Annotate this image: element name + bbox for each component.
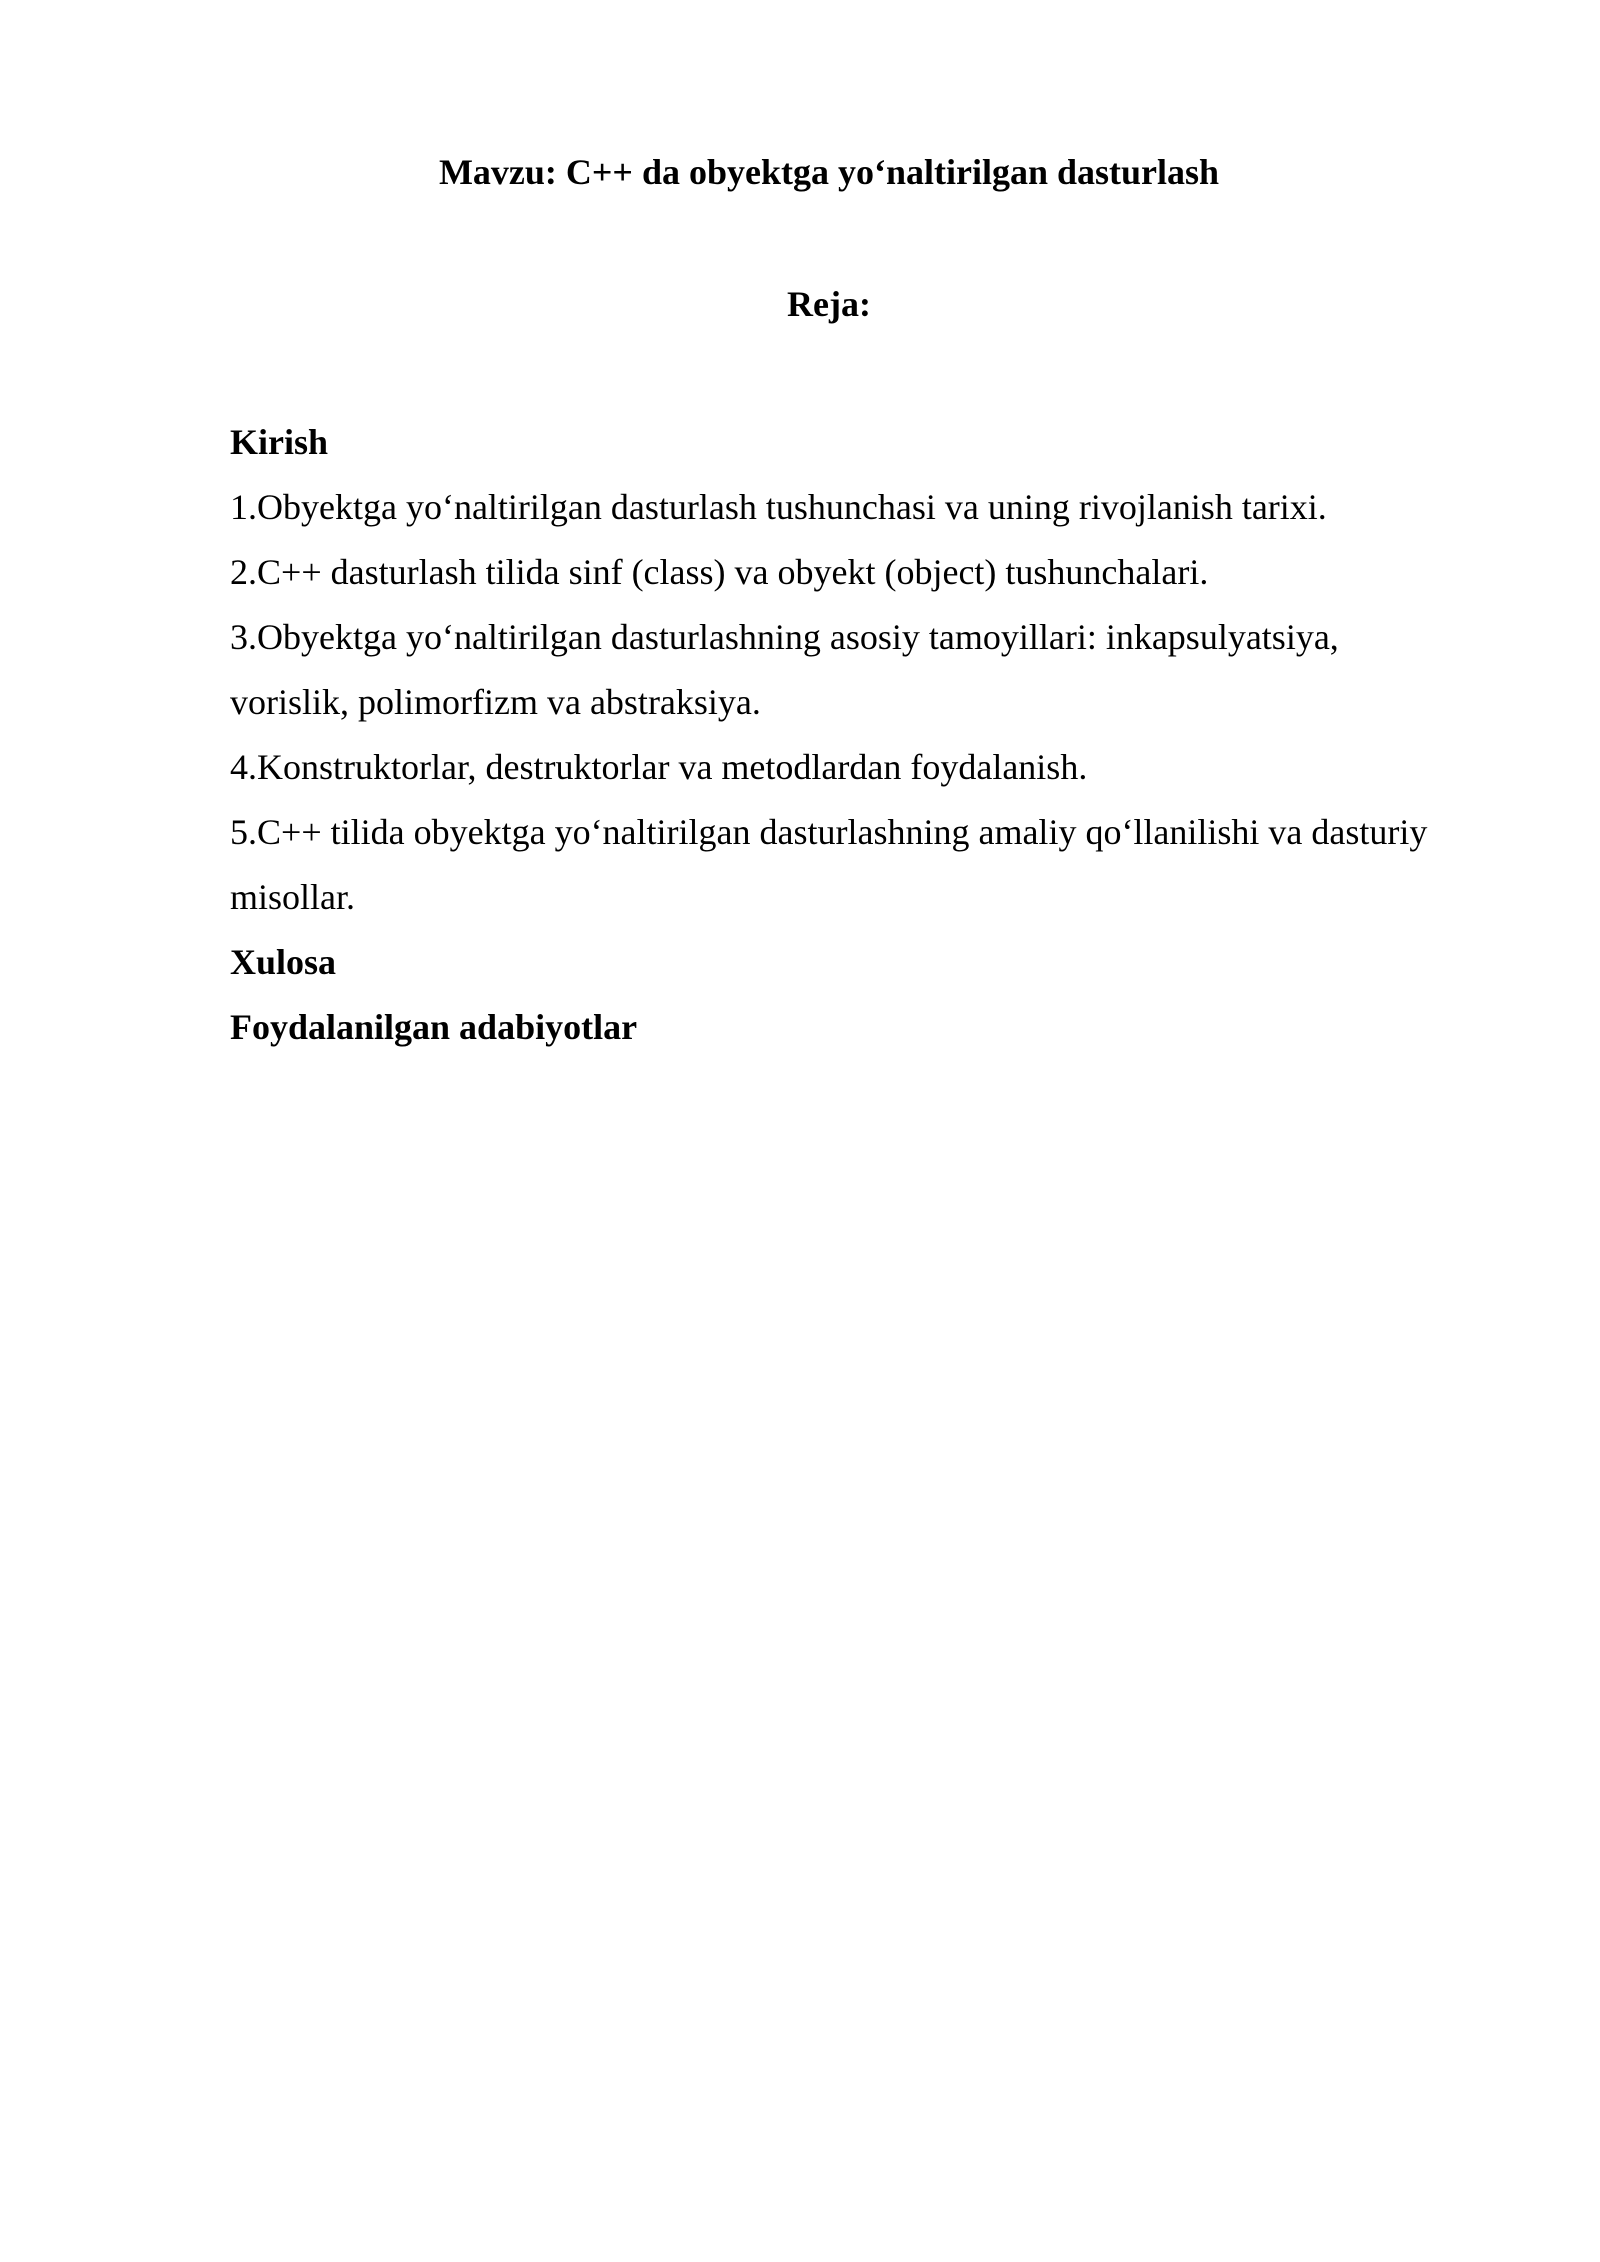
plan-item-5-continuation: misollar. [230, 877, 355, 917]
plan-item-3: 3.Obyektga yo‘naltirilgan dasturlashning asosiy tamoyillari: inkapsulyatsiya, [230, 617, 1339, 657]
plan-item-2: 2.C++ dasturlash tilida sinf (class) va obyekt (object) tushunchalari. [230, 552, 1209, 592]
intro-heading: Kirish [230, 422, 329, 462]
plan-item-3-continuation: vorislik, polimorfizm va abstraksiya. [230, 682, 761, 722]
conclusion-heading: Xulosa [230, 942, 337, 982]
plan-item-5: 5.C++ tilida obyektga yo‘naltirilgan dasturlashning amaliy qo‘llanilishi va dasturiy [230, 812, 1428, 852]
page-title [0, 148, 1600, 196]
plan-heading [0, 280, 1600, 328]
plan-heading-text: Reja: [787, 284, 871, 324]
plan-item-1: 1.Obyektga yo‘naltirilgan dasturlash tushunchasi va uning rivojlanish tarixi. [230, 487, 1327, 527]
references-heading: Foydalanilgan adabiyotlar [230, 1007, 638, 1047]
plan-item-4: 4.Konstruktorlar, destruktorlar va metodlardan foydalanish. [230, 747, 1088, 787]
plan-list [230, 410, 1510, 1060]
title-text: Mavzu: C++ da obyektga yo‘naltirilgan dasturlash [438, 152, 1220, 192]
